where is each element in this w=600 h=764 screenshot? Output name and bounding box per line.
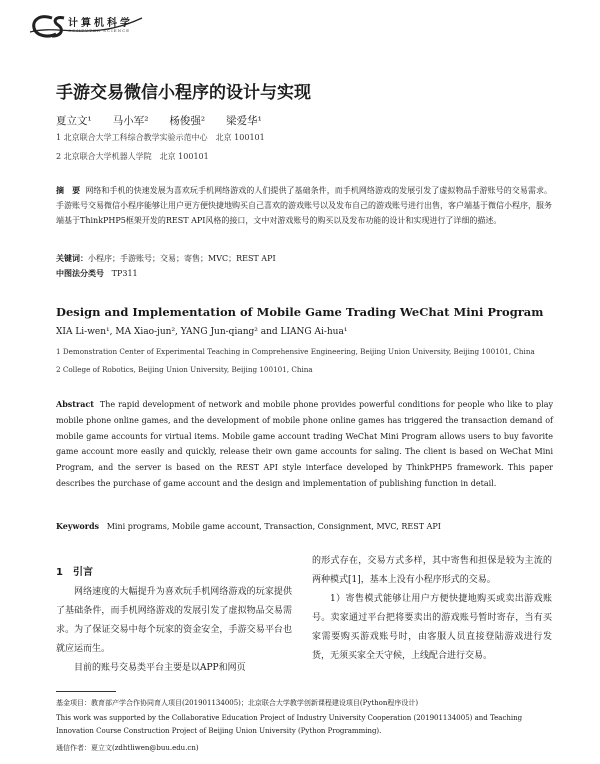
abstract-text-en: The rapid development of network and mobile phone provides powerful conditions for people who like to play mobile phone online games, and the development of mobile phone online games has triggered the transaction demand of mobile game accounts for virtual items. Mobile game account trading WeChat Mini Program allows users to buy favorite game account more easily and quickly, release their own game accounts for saling. The client is based on WeChat Mini Program, and the server is based on the REST API style interface developed by ThinkPHP5 framework. This paper describes the purchase of game account and the design and implementation of publishing function in detail. <box>56 400 553 488</box>
footnote-divider <box>56 691 116 692</box>
footnote-corresponding-author: 通信作者：夏立文(zdhtliwen@buu.edu.cn) <box>56 744 199 752</box>
abstract-en <box>56 397 553 492</box>
paragraph: 网络速度的大幅提升为喜欢玩手机网络游戏的玩家提供了基础条件，而手机网络游戏的发展引发了虚拟物品交易需求。为了保证交易中每个玩家的资金安全，手游交易平台也就应运而生。 <box>56 587 292 654</box>
affiliation-en-1: 1 Demonstration Center of Experimental Teaching in Comprehensive Engineering, Beijing Union University, Beijing 100101, China <box>56 347 535 356</box>
keywords-text-cn: 小程序；手游账号；交易；寄售；MVC；REST API <box>88 254 276 263</box>
footnote-funding-cn: 基金项目：教育部产学合作协同育人项目(201901134005)；北京联合大学教学创新课程建设项目(Python程序设计) <box>56 699 419 707</box>
keywords-cn <box>56 253 276 264</box>
journal-subtitle: COMPUTER SCIENCE <box>68 28 131 33</box>
abstract-label-en: Abstract <box>56 399 94 409</box>
abstract-cn <box>56 183 552 228</box>
authors-cn: 夏立文¹ 马小军² 杨俊强² 梁爱华¹ <box>56 115 262 127</box>
authors-en: XIA Li-wen¹, MA Xiao-jun², YANG Jun-qiang² and LIANG Ai-hua¹ <box>56 327 348 337</box>
clc-label: 中图法分类号 <box>56 268 104 278</box>
section-1-title: 1 引言 <box>56 567 93 578</box>
paper-title-cn: 手游交易微信小程序的设计与实现 <box>56 83 311 103</box>
journal-name: 计算机科学 <box>68 18 133 29</box>
keywords-label-en: Keywords <box>56 521 100 531</box>
clc-value: TP311 <box>111 269 138 278</box>
paragraph: 的形式存在，交易方式多样，其中寄售和担保是较为主流的两种模式[1]，基本上没有小程序形式的交易。 <box>312 556 552 585</box>
keywords-text-en: Mini programs, Mobile game account, Transaction, Consignment, MVC, REST API <box>106 522 441 531</box>
abstract-label-cn: 摘 要 <box>56 185 81 195</box>
abstract-text-cn: 网络和手机的快速发展为喜欢玩手机网络游戏的人们提供了基础条件，而手机网络游戏的发展引发了虚拟物品手游账号的交易需求。手游账号交易微信小程序能够让用户更方便快捷地购买自己喜欢的游戏账号以及发布自己的游戏账号进行出售，客户端基于微信小程序，服务端基于ThinkPHP5框架开发的REST API风格的接口，文中对游戏账号的购买以及发布功能的设计和实现进行了详细的描述。 <box>56 186 552 225</box>
paper-title-en: Design and Implementation of Mobile Game Trading WeChat Mini Program <box>56 305 544 319</box>
body-column-right <box>312 552 552 666</box>
affiliation-en-2: 2 College of Robotics, Beijing Union University, Beijing 100101, China <box>56 365 313 374</box>
footnote-funding-en: This work was supported by the Collaborative Education Project of Industry University Cooperation (201901134005) and Teaching Innovation Course Construction Project of Beijing Union University (Python Programming). <box>56 714 523 735</box>
clc-number <box>56 268 138 279</box>
paragraph: 目前的账号交易类平台主要是以APP和网页 <box>74 663 246 673</box>
affiliation-cn-2: 2 北京联合大学机器人学院 北京 100101 <box>56 152 209 161</box>
affiliation-cn-1: 1 北京联合大学工科综合教学实验示范中心 北京 100101 <box>56 133 265 142</box>
paragraph: 1）寄售模式能够让用户方便快捷地购买或卖出游戏账号。卖家通过平台把将要卖出的游戏账号暂时寄存，当有买家需要购买游戏账号时，由客服人员直接登陆游戏进行发货，无须买家全天守候，上线配合进行交易。 <box>312 594 552 661</box>
keywords-en <box>56 521 441 531</box>
keywords-label-cn: 关键词： <box>56 253 88 263</box>
body-column-left <box>56 583 292 678</box>
